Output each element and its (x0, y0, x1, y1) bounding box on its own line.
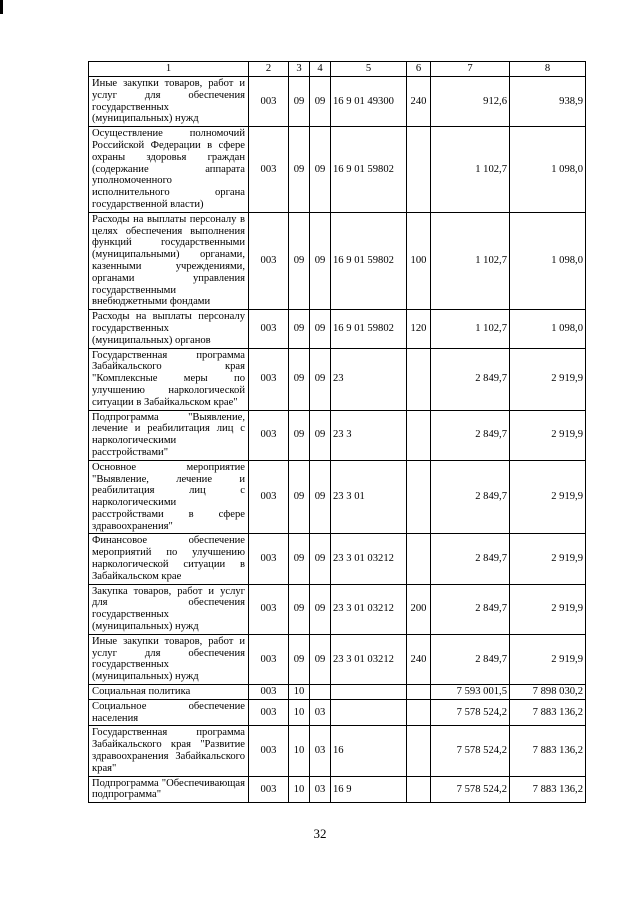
column-header: 1 (89, 62, 249, 77)
column-header: 5 (331, 62, 407, 77)
cell-expense-type (407, 534, 431, 584)
cell-amount-1: 2 849,7 (431, 634, 510, 684)
page-number: 32 (313, 826, 327, 841)
cell-code: 003 (249, 685, 289, 700)
table-row (89, 534, 586, 584)
cell-target-article: 16 9 01 59802 (331, 310, 407, 348)
cell-section: 09 (289, 460, 310, 534)
cell-subsection: 03 (310, 776, 331, 803)
cell-code: 003 (249, 776, 289, 803)
row-name: Иные закупки товаров, работ и услуг для обеспечения государственных (муниципальных) нужд (89, 634, 249, 684)
cell-target-article: 23 3 01 03212 (331, 634, 407, 684)
table-header-row (89, 62, 586, 77)
cell-amount-1: 1 102,7 (431, 212, 510, 309)
row-name: Подпрограмма "Обеспечивающая подпрограмма" (89, 776, 249, 803)
cell-amount-1: 7 578 524,2 (431, 776, 510, 803)
cell-code: 003 (249, 534, 289, 584)
row-name: Расходы на выплаты персоналу государственных (муниципальных) органов (89, 310, 249, 348)
table-row (89, 410, 586, 460)
cell-amount-2: 2 919,9 (510, 534, 586, 584)
cell-code: 003 (249, 699, 289, 726)
cell-subsection: 09 (310, 127, 331, 213)
cell-section: 10 (289, 685, 310, 700)
cell-amount-1: 7 593 001,5 (431, 685, 510, 700)
cell-amount-1: 7 578 524,2 (431, 726, 510, 776)
column-header: 8 (510, 62, 586, 77)
cell-amount-1: 2 849,7 (431, 348, 510, 410)
cell-section: 09 (289, 534, 310, 584)
table-row (89, 776, 586, 803)
table-row (89, 348, 586, 410)
cell-amount-2: 7 883 136,2 (510, 776, 586, 803)
cell-code: 003 (249, 77, 289, 127)
cell-code: 003 (249, 348, 289, 410)
cell-code: 003 (249, 212, 289, 309)
cell-amount-2: 2 919,9 (510, 410, 586, 460)
cell-section: 10 (289, 699, 310, 726)
row-name: Финансовое обеспечение мероприятий по улучшению наркологической ситуации в Забайкальском крае (89, 534, 249, 584)
cell-expense-type (407, 726, 431, 776)
cell-amount-1: 912,6 (431, 77, 510, 127)
cell-code: 003 (249, 726, 289, 776)
cell-target-article: 16 9 01 59802 (331, 127, 407, 213)
cell-code: 003 (249, 634, 289, 684)
row-name: Подпрограмма "Выявление, лечение и реабилитация лиц с наркологическими расстройствами" (89, 410, 249, 460)
cell-amount-1: 1 102,7 (431, 127, 510, 213)
cell-code: 003 (249, 584, 289, 634)
row-name: Основное мероприятие "Выявление, лечение и реабилитация лиц с наркологическими расстройствами в сфере здравоохранения" (89, 460, 249, 534)
cell-amount-2: 1 098,0 (510, 212, 586, 309)
cell-target-article: 23 3 01 (331, 460, 407, 534)
cell-section: 09 (289, 310, 310, 348)
cell-amount-1: 2 849,7 (431, 584, 510, 634)
column-header: 7 (431, 62, 510, 77)
cell-expense-type (407, 776, 431, 803)
cell-code: 003 (249, 310, 289, 348)
cell-target-article (331, 699, 407, 726)
table-row (89, 212, 586, 309)
cell-amount-1: 2 849,7 (431, 534, 510, 584)
column-header: 6 (407, 62, 431, 77)
cell-amount-1: 2 849,7 (431, 410, 510, 460)
cell-code: 003 (249, 410, 289, 460)
column-header: 4 (310, 62, 331, 77)
cell-amount-2: 7 883 136,2 (510, 726, 586, 776)
row-name: Закупка товаров, работ и услуг для обеспечения государственных (муниципальных) нужд (89, 584, 249, 634)
cell-subsection: 09 (310, 212, 331, 309)
table-row (89, 310, 586, 348)
cell-subsection: 09 (310, 634, 331, 684)
column-header: 3 (289, 62, 310, 77)
cell-section: 09 (289, 634, 310, 684)
cell-target-article: 23 3 (331, 410, 407, 460)
cell-subsection: 09 (310, 410, 331, 460)
cell-amount-2: 1 098,0 (510, 310, 586, 348)
cell-expense-type: 100 (407, 212, 431, 309)
row-name: Иные закупки товаров, работ и услуг для обеспечения государственных (муниципальных) нужд (89, 77, 249, 127)
budget-table (88, 61, 586, 803)
cell-expense-type: 200 (407, 584, 431, 634)
cell-subsection: 09 (310, 460, 331, 534)
cell-target-article: 16 (331, 726, 407, 776)
cell-amount-1: 2 849,7 (431, 460, 510, 534)
cell-code: 003 (249, 127, 289, 213)
cell-expense-type (407, 685, 431, 700)
table-row (89, 460, 586, 534)
cell-subsection: 09 (310, 584, 331, 634)
cell-subsection: 03 (310, 726, 331, 776)
cell-target-article: 16 9 (331, 776, 407, 803)
cell-section: 09 (289, 410, 310, 460)
cell-target-article (331, 685, 407, 700)
cell-expense-type: 240 (407, 634, 431, 684)
cell-amount-2: 2 919,9 (510, 460, 586, 534)
table-row (89, 699, 586, 726)
cell-target-article: 23 3 01 03212 (331, 534, 407, 584)
table-row (89, 127, 586, 213)
cell-amount-1: 1 102,7 (431, 310, 510, 348)
column-header: 2 (249, 62, 289, 77)
cell-section: 09 (289, 212, 310, 309)
cell-amount-2: 2 919,9 (510, 634, 586, 684)
cell-subsection: 09 (310, 534, 331, 584)
cell-expense-type: 240 (407, 77, 431, 127)
cell-amount-2: 2 919,9 (510, 348, 586, 410)
cell-subsection: 03 (310, 699, 331, 726)
table-row (89, 726, 586, 776)
cell-expense-type (407, 127, 431, 213)
cell-section: 09 (289, 584, 310, 634)
cell-target-article: 16 9 01 49300 (331, 77, 407, 127)
table-row (89, 77, 586, 127)
row-name: Социальная политика (89, 685, 249, 700)
cell-amount-2: 1 098,0 (510, 127, 586, 213)
cell-subsection: 09 (310, 348, 331, 410)
cell-target-article: 16 9 01 59802 (331, 212, 407, 309)
cell-section: 09 (289, 348, 310, 410)
cell-target-article: 23 3 01 03212 (331, 584, 407, 634)
cell-expense-type (407, 410, 431, 460)
cell-expense-type (407, 460, 431, 534)
cell-section: 09 (289, 77, 310, 127)
cell-expense-type (407, 348, 431, 410)
cell-amount-1: 7 578 524,2 (431, 699, 510, 726)
cell-subsection (310, 685, 331, 700)
row-name: Осуществление полномочий Российской Федерации в сфере охраны здоровья граждан (содержание аппарата уполномоченного исполнительного органа государственной власти) (89, 127, 249, 213)
table-row (89, 584, 586, 634)
table-row (89, 634, 586, 684)
row-name: Государственная программа Забайкальского края "Развитие здравоохранения Забайкальского края" (89, 726, 249, 776)
cell-amount-2: 2 919,9 (510, 584, 586, 634)
scan-corner-mark (0, 0, 3, 14)
row-name: Социальное обеспечение населения (89, 699, 249, 726)
row-name: Государственная программа Забайкальского края "Комплексные меры по улучшению наркологической ситуации в Забайкальском крае" (89, 348, 249, 410)
cell-subsection: 09 (310, 310, 331, 348)
row-name: Расходы на выплаты персоналу в целях обеспечения выполнения функций государственными (муниципальными) органами, казенными учреждениями, органами управления государственными внебюджетными фондами (89, 212, 249, 309)
cell-expense-type (407, 699, 431, 726)
cell-amount-2: 7 898 030,2 (510, 685, 586, 700)
table-row (89, 685, 586, 700)
cell-section: 09 (289, 127, 310, 213)
cell-subsection: 09 (310, 77, 331, 127)
cell-section: 10 (289, 726, 310, 776)
cell-expense-type: 120 (407, 310, 431, 348)
cell-amount-2: 938,9 (510, 77, 586, 127)
cell-section: 10 (289, 776, 310, 803)
cell-target-article: 23 (331, 348, 407, 410)
cell-amount-2: 7 883 136,2 (510, 699, 586, 726)
cell-code: 003 (249, 460, 289, 534)
